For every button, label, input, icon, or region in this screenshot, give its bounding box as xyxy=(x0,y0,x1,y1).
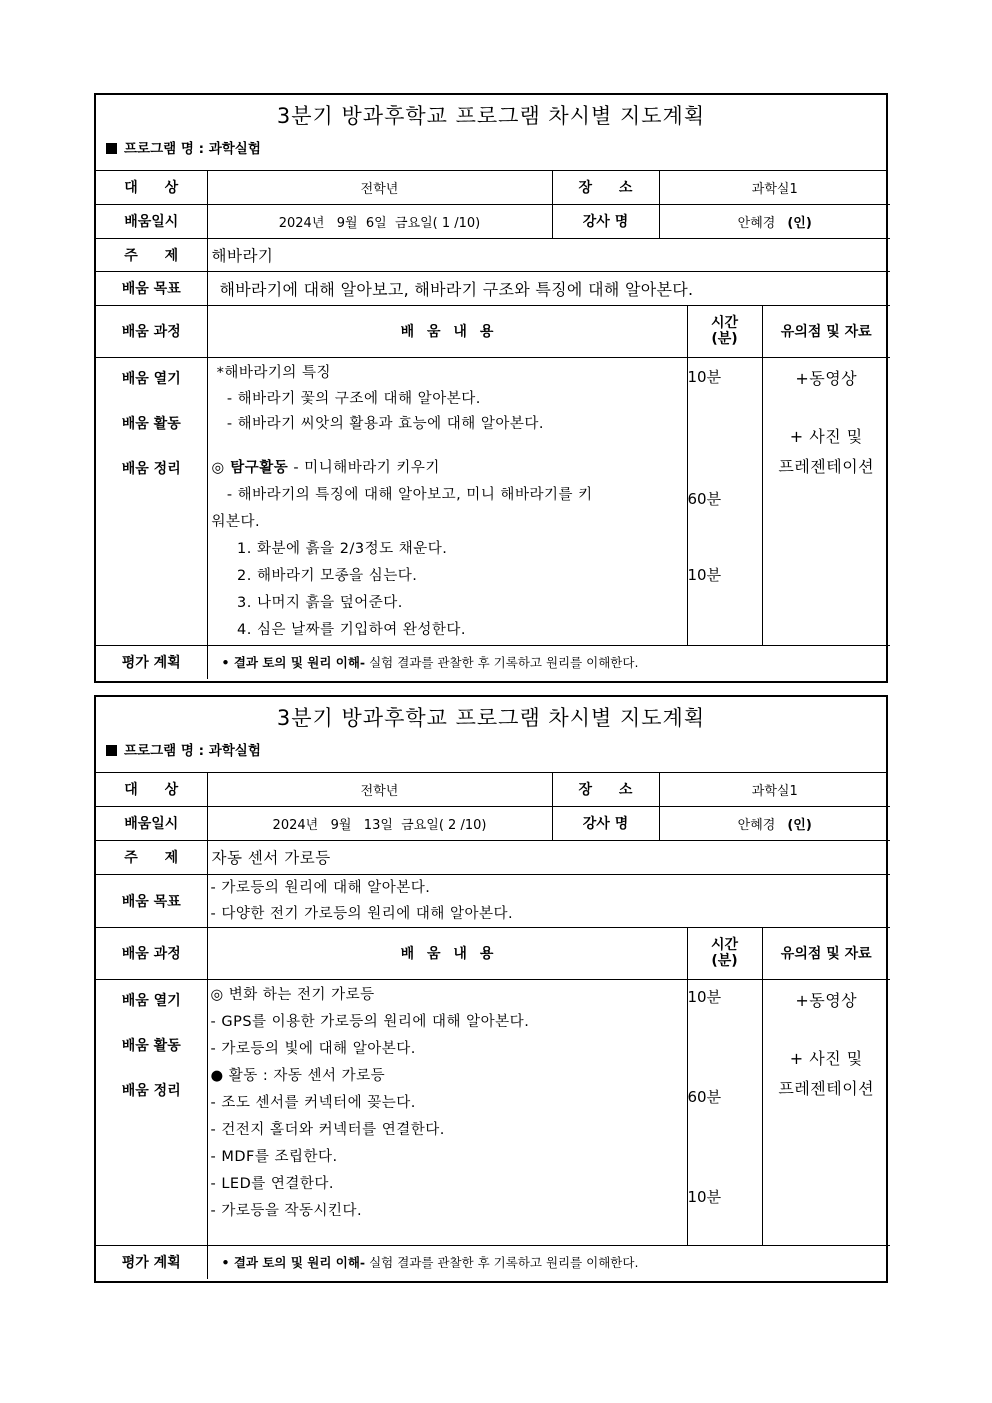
content-header: 배 움 내 용 xyxy=(207,927,687,979)
plan-table xyxy=(96,171,890,679)
content-line: 4. 심은 날짜를 기입하여 완성한다. xyxy=(211,621,467,638)
goal-label: 배움 목표 xyxy=(96,271,207,305)
content-line: 3. 나머지 흙을 덮어준다. xyxy=(211,594,403,611)
time-header xyxy=(687,927,762,979)
times-cell xyxy=(687,357,762,645)
goal-line: - 다양한 전기 가로등의 원리에 대해 알아본다. xyxy=(210,905,514,922)
topic-label: 주 제 xyxy=(96,840,207,874)
square-bullet-icon xyxy=(106,745,117,756)
content-line: - LED를 연결한다. xyxy=(210,1175,334,1192)
date-value: 2024년 9월 6일 금요일( 1 /10) xyxy=(207,204,552,238)
goal-value xyxy=(207,874,890,927)
content-line: - GPS를 이용한 가로등의 원리에 대해 알아본다. xyxy=(210,1013,530,1030)
plan-title: 3분기 방과후학교 프로그램 차시별 지도계획 xyxy=(276,706,706,730)
topic-value: 자동 센서 가로등 xyxy=(207,840,890,874)
content-cell xyxy=(207,357,687,645)
teacher-value: 안혜경 (인) xyxy=(659,204,890,238)
content-line: 2. 해바라기 모종을 심는다. xyxy=(211,567,418,584)
place-value: 과학실1 xyxy=(659,773,890,806)
target-value: 전학년 xyxy=(207,773,552,806)
material-item: +동영상 xyxy=(795,990,858,1010)
target-label: 대 상 xyxy=(96,773,207,806)
date-value: 2024년 9월 13일 금요일( 2 /10) xyxy=(207,806,552,840)
time-value: 10분 xyxy=(687,1187,722,1206)
material-item: + 사진 및 xyxy=(789,426,863,446)
content-line: *해바라기의 특징 xyxy=(211,364,332,381)
stage-item: 배움 열기 xyxy=(121,992,181,1009)
eval-label: 평가 계획 xyxy=(96,1245,207,1279)
program-name: 프로그램 명 : 과학실험 xyxy=(96,739,886,773)
content-line: - MDF를 조립한다. xyxy=(210,1148,338,1165)
time-header-word: 시간 xyxy=(710,315,739,331)
date-label: 배움일시 xyxy=(96,204,207,238)
stages-cell xyxy=(96,979,207,1245)
content-line: - 해바라기 꽃의 구조에 대해 알아본다. xyxy=(211,390,481,407)
materials-cell xyxy=(762,979,890,1245)
content-cell xyxy=(207,979,687,1245)
stage-item: 배움 열기 xyxy=(121,370,181,387)
teacher-label: 강사 명 xyxy=(552,806,659,840)
content-line: 1. 화분에 흙을 2/3정도 채운다. xyxy=(211,540,448,557)
lesson-plan-1 xyxy=(94,93,888,683)
materials-header: 유의점 및 자료 xyxy=(762,305,890,357)
material-item: 프레젠테이션 xyxy=(778,1078,875,1098)
seal-mark: (인) xyxy=(787,817,812,833)
content-line: 워본다. xyxy=(211,513,261,530)
stages-cell xyxy=(96,357,207,645)
teacher-value: 안혜경 (인) xyxy=(659,806,890,840)
time-header-word: 시간 xyxy=(710,937,739,953)
teacher-label: 강사 명 xyxy=(552,204,659,238)
content-line: ◎ 탐구활동 - 미니해바라기 키우기 xyxy=(211,459,440,476)
content-line: - 해바라기 씨앗의 활용과 효능에 대해 알아본다. xyxy=(211,415,544,432)
seal-mark: (인) xyxy=(787,215,812,231)
square-bullet-icon xyxy=(106,143,117,154)
stage-item: 배움 활동 xyxy=(121,1037,181,1054)
time-header xyxy=(687,305,762,357)
topic-value: 해바라기 xyxy=(207,238,890,271)
program-name: 프로그램 명 : 과학실험 xyxy=(96,137,886,171)
process-header: 배움 과정 xyxy=(96,927,207,979)
eval-label: 평가 계획 xyxy=(96,645,207,679)
eval-value: • 결과 토의 및 원리 이해- 실험 결과를 관찰한 후 기록하고 원리를 이해한다. xyxy=(207,645,890,679)
topic-label: 주 제 xyxy=(96,238,207,271)
plan-title: 3분기 방과후학교 프로그램 차시별 지도계획 xyxy=(276,104,706,128)
times-cell xyxy=(687,979,762,1245)
content-line: ● 활동 : 자동 센서 가로등 xyxy=(210,1067,386,1084)
material-item: + 사진 및 xyxy=(789,1048,863,1068)
content-line: ◎ 변화 하는 전기 가로등 xyxy=(210,986,375,1003)
place-label: 장 소 xyxy=(552,171,659,204)
target-value: 전학년 xyxy=(207,171,552,204)
lesson-plan-2 xyxy=(94,695,888,1283)
material-item: 프레젠테이션 xyxy=(778,456,875,476)
process-header: 배움 과정 xyxy=(96,305,207,357)
goal-value: 해바라기에 대해 알아보고, 해바라기 구조와 특징에 대해 알아본다. xyxy=(207,271,890,305)
stage-item: 배움 활동 xyxy=(121,415,181,432)
time-header-unit: (분) xyxy=(711,953,738,969)
content-line: - 해바라기의 특징에 대해 알아보고, 미니 해바라기를 키 xyxy=(211,486,593,503)
time-header-unit: (분) xyxy=(711,331,738,347)
target-label: 대 상 xyxy=(96,171,207,204)
time-value: 10분 xyxy=(687,367,722,386)
materials-cell xyxy=(762,357,890,645)
time-value: 10분 xyxy=(687,987,722,1006)
material-item: +동영상 xyxy=(795,368,858,388)
content-header: 배 움 내 용 xyxy=(207,305,687,357)
time-value: 60분 xyxy=(687,1087,722,1106)
stage-item: 배움 정리 xyxy=(121,1082,181,1099)
stage-item: 배움 정리 xyxy=(121,460,181,477)
content-line: - 조도 센서를 커넥터에 꽂는다. xyxy=(210,1094,416,1111)
place-label: 장 소 xyxy=(552,773,659,806)
content-line: - 건전지 홀더와 커넥터를 연결한다. xyxy=(210,1121,445,1138)
time-value: 60분 xyxy=(687,489,722,508)
time-value: 10분 xyxy=(687,565,722,584)
goal-line: - 가로등의 원리에 대해 알아본다. xyxy=(210,879,431,896)
place-value: 과학실1 xyxy=(659,171,890,204)
goal-label: 배움 목표 xyxy=(96,874,207,927)
date-label: 배움일시 xyxy=(96,806,207,840)
plan-table xyxy=(96,773,890,1279)
eval-value: • 결과 토의 및 원리 이해- 실험 결과를 관찰한 후 기록하고 원리를 이해한다. xyxy=(207,1245,890,1279)
materials-header: 유의점 및 자료 xyxy=(762,927,890,979)
content-line: - 가로등을 작동시킨다. xyxy=(210,1202,363,1219)
content-line xyxy=(212,437,683,455)
content-line: - 가로등의 빛에 대해 알아본다. xyxy=(210,1040,416,1057)
